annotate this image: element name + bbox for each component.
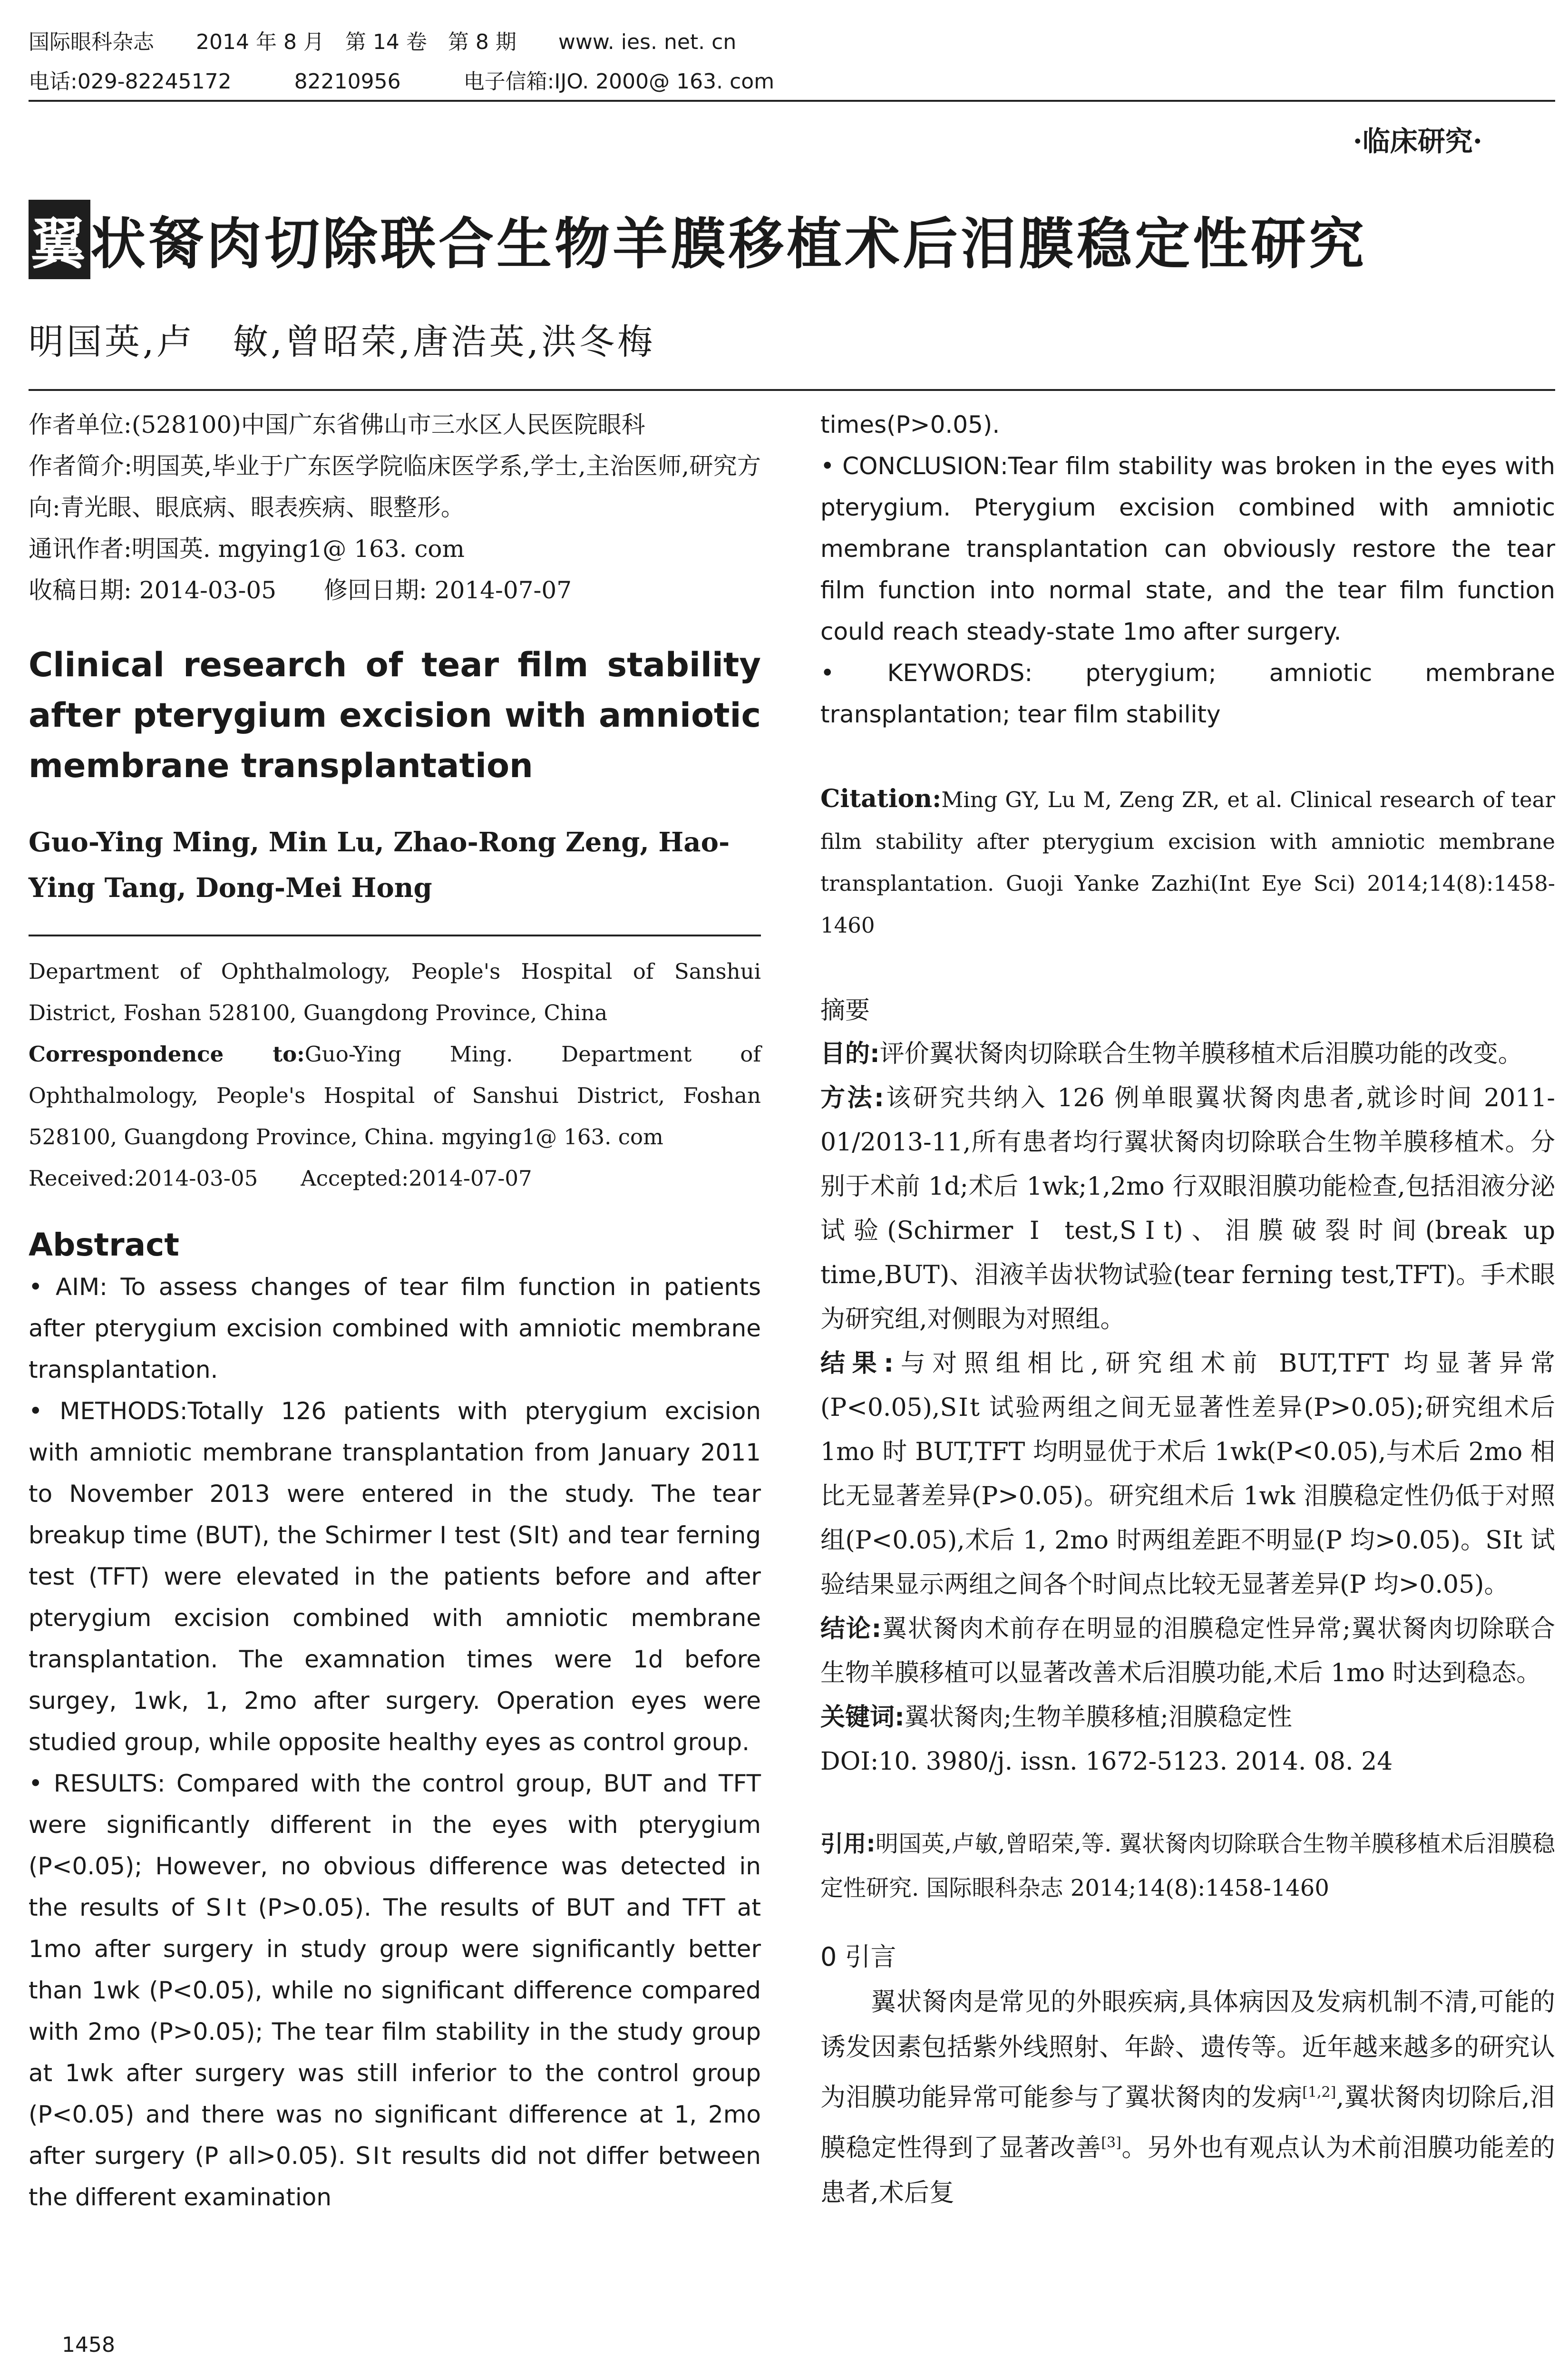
correspondence bbox=[29, 1033, 761, 1158]
doi: DOI:10. 3980/j. issn. 1672-5123. 2014. 08. 24 bbox=[820, 1747, 1393, 1776]
intro-text-1: 翼状胬肉是常见的外眼疾病,具体病因及发病机制不清,可能的诱发因素包括紫外线照射、年龄、遗传等。近年越来越多的研究认为泪膜功能异常可能参与了翼状胬肉的发病 bbox=[820, 1987, 1555, 2112]
author-unit: 作者单位:(528100)中国广东省佛山市三水区人民医院眼科 bbox=[29, 411, 645, 438]
intro-citation-2: [3] bbox=[1101, 2134, 1121, 2151]
cn-aim-label: 目的: bbox=[820, 1040, 880, 1068]
journal-header-line2: 电话:029-82245172 82210956 电子信箱:IJO. 2000@ 163. com bbox=[29, 69, 775, 94]
corresponding-author: 通讯作者:明国英. mgying1@ 163. com bbox=[29, 535, 465, 563]
abstract-heading: Abstract bbox=[29, 1227, 179, 1263]
intro-paragraph bbox=[820, 1979, 1555, 2215]
author-info bbox=[29, 404, 761, 611]
abstract-aim: • AIM: To assess changes of tear film function in patients after pterygium excision combined with amniotic membrane transplantation. bbox=[29, 1273, 761, 1383]
cn-keywords-text: 翼状胬肉;生物羊膜移植;泪膜稳定性 bbox=[904, 1703, 1292, 1732]
correspondence-text: Guo-Ying Ming. Department of Ophthalmology, People's Hospital of Sanshui District, Foshan 528100, Guangdong Province, China. mgying1@ 163. com bbox=[29, 1042, 761, 1150]
cn-methods bbox=[820, 1076, 1555, 1342]
intro-text-3: 。另外也有观点认为术前泪膜功能差的患者,术后复 bbox=[820, 2133, 1556, 2208]
cn-conclusion bbox=[820, 1607, 1555, 1695]
article-title bbox=[29, 200, 1503, 279]
citation bbox=[820, 778, 1555, 946]
intro-text-2: ,翼状胬肉切除后,泪膜稳定性得到了显著改善 bbox=[820, 2083, 1556, 2163]
cn-methods-text: 该研究共纳入 126 例单眼翼状胬肉患者,就诊时间 2011-01/2013-11,所有患者均行翼状胬肉切除联合生物羊膜移植术。分别于术前 1d;术后 1wk;1,2mo 行双眼泪膜功能检查,包括泪液分泌试验(Schirmer Ⅰ test,SⅠt)、泪膜破裂时间(break up time,BUT)、泪液羊齿状物试验(tear ferning test,TFT)。手术眼为研究组,对侧眼为对照组。 bbox=[820, 1084, 1556, 1334]
title-rule bbox=[29, 389, 1555, 391]
left-column bbox=[29, 404, 761, 2218]
author-bio: 作者简介:明国英,毕业于广东医学院临床医学系,学士,主治医师,研究方向:青光眼、眼底病、眼表疾病、眼整形。 bbox=[29, 452, 761, 521]
cn-aim-text: 评价翼状胬肉切除联合生物羊膜移植术后泪膜功能的改变。 bbox=[879, 1040, 1523, 1068]
abstract-conclusion: • CONCLUSION:Tear film stability was broken in the eyes with pterygium. Pterygium excision combined with amniotic membrane transplantation can obviously restore the tear film function into normal state, and the tear film function could reach steady-state 1mo after surgery. bbox=[820, 452, 1555, 645]
received-accepted: Received:2014-03-05 Accepted:2014-07-07 bbox=[29, 1166, 532, 1191]
intro-citation-1: [1,2] bbox=[1302, 2084, 1336, 2101]
english-title: Clinical research of tear film stability after pterygium excision with amniotic membrane transplantation bbox=[29, 645, 761, 785]
cn-results-label: 结果: bbox=[820, 1349, 894, 1378]
cn-reference bbox=[820, 1822, 1555, 1910]
citation-text: Ming GY, Lu M, Zeng ZR, et al. Clinical research of tear film stability after pterygium excision with amniotic membrane transplantation. Guoji Yanke Zazhi(Int Eye Sci) 2014;14(8):1458-1460 bbox=[820, 787, 1555, 938]
cn-conclusion-text: 翼状胬肉术前存在明显的泪膜稳定性异常;翼状胬肉切除联合生物羊膜移植可以显著改善术后泪膜功能,术后 1mo 时达到稳态。 bbox=[820, 1615, 1555, 1687]
cn-conclusion-label: 结论: bbox=[820, 1615, 882, 1643]
cn-keywords-label: 关键词: bbox=[820, 1703, 905, 1732]
cn-results bbox=[820, 1342, 1555, 1607]
cn-results-text: 与对照组相比,研究组术前 BUT,TFT 均显著异常(P<0.05),SⅠt 试验两组之间无显著性差异(P>0.05);研究组术后 1mo 时 BUT,TFT 均明显优于术后 1wk(P<0.05),与术后 2mo 相比无显著差异(P>0.05)。研究组术后 1wk 泪膜稳定性仍低于对照组(P<0.05),术后 1, 2mo 时两组差距不明显(P 均>0.05)。SⅠt 试验结果显示两组之间各个时间点比较无显著差异(P 均>0.05)。 bbox=[820, 1349, 1555, 1599]
abstract-results: • RESULTS: Compared with the control group, BUT and TFT were significantly different in the eyes with pterygium (P<0.05); However, no obvious difference was detected in the results of SⅠt (P>0.05). The results of BUT and TFT at 1mo after surgery in study group were significantly better than 1wk (P<0.05), while no significant difference compared with 2mo (P>0.05); The tear film stability in the study group at 1wk after surgery was still inferior to the control group (P<0.05) and there was no significant difference at 1, 2mo after surgery (P all>0.05). SⅠt results did not differ between the different examination bbox=[29, 1770, 761, 2211]
page-number: 1458 bbox=[62, 2333, 115, 2357]
cn-keywords bbox=[820, 1695, 1555, 1740]
authors-cn: 明国英,卢 敏,曾昭荣,唐浩英,洪冬梅 bbox=[29, 321, 656, 362]
abstract-results-cont: times(P>0.05). bbox=[820, 411, 1000, 438]
english-rule bbox=[29, 935, 761, 936]
abstract-keywords: • KEYWORDS: pterygium; amniotic membrane transplantation; tear film stability bbox=[820, 659, 1555, 728]
right-column bbox=[820, 404, 1555, 2215]
cn-methods-label: 方法: bbox=[820, 1084, 884, 1112]
correspondence-label: Correspondence to: bbox=[29, 1042, 305, 1067]
title-drop-char: 翼 bbox=[29, 200, 90, 279]
citation-label: Citation: bbox=[820, 784, 942, 813]
cn-reference-text: 明国英,卢敏,曾昭荣,等. 翼状胬肉切除联合生物羊膜移植术后泪膜稳定性研究. 国际眼科杂志 2014;14(8):1458-1460 bbox=[820, 1831, 1555, 1901]
intro-heading: 0 引言 bbox=[820, 1942, 896, 1972]
cn-abstract-heading: 摘要 bbox=[820, 996, 870, 1025]
cn-reference-label: 引用: bbox=[820, 1831, 876, 1857]
english-authors: Guo-Ying Ming, Min Lu, Zhao-Rong Zeng, Hao-Ying Tang, Dong-Mei Hong bbox=[29, 827, 730, 904]
abstract-methods: • METHODS:Totally 126 patients with pterygium excision with amniotic membrane transplantation from January 2011 to November 2013 were entered in the study. The tear breakup time (BUT), the Schirmer I test (SⅠt) and tear ferning test (TFT) were elevated in the patients before and after pterygium excision combined with amniotic membrane transplantation. The examnation times were 1d before surgey, 1wk, 1, 2mo after surgery. Operation eyes were studied group, while opposite healthy eyes as control group. bbox=[29, 1397, 761, 1756]
cn-aim bbox=[820, 1032, 1555, 1076]
affiliation-dept: Department of Ophthalmology, People's Hospital of Sanshui District, Foshan 528100, Guangdong Province, China bbox=[29, 959, 761, 1025]
section-tag: ·临床研究· bbox=[1353, 125, 1482, 157]
received-dates: 收稿日期: 2014-03-05 修回日期: 2014-07-07 bbox=[29, 576, 572, 604]
header-rule bbox=[29, 100, 1555, 102]
journal-header-line1: 国际眼科杂志 2014 年 8 月 第 14 卷 第 8 期 www. ies. net. cn bbox=[29, 30, 737, 54]
title-text: 状胬肉切除联合生物羊膜移植术后泪膜稳定性研究 bbox=[90, 212, 1367, 276]
